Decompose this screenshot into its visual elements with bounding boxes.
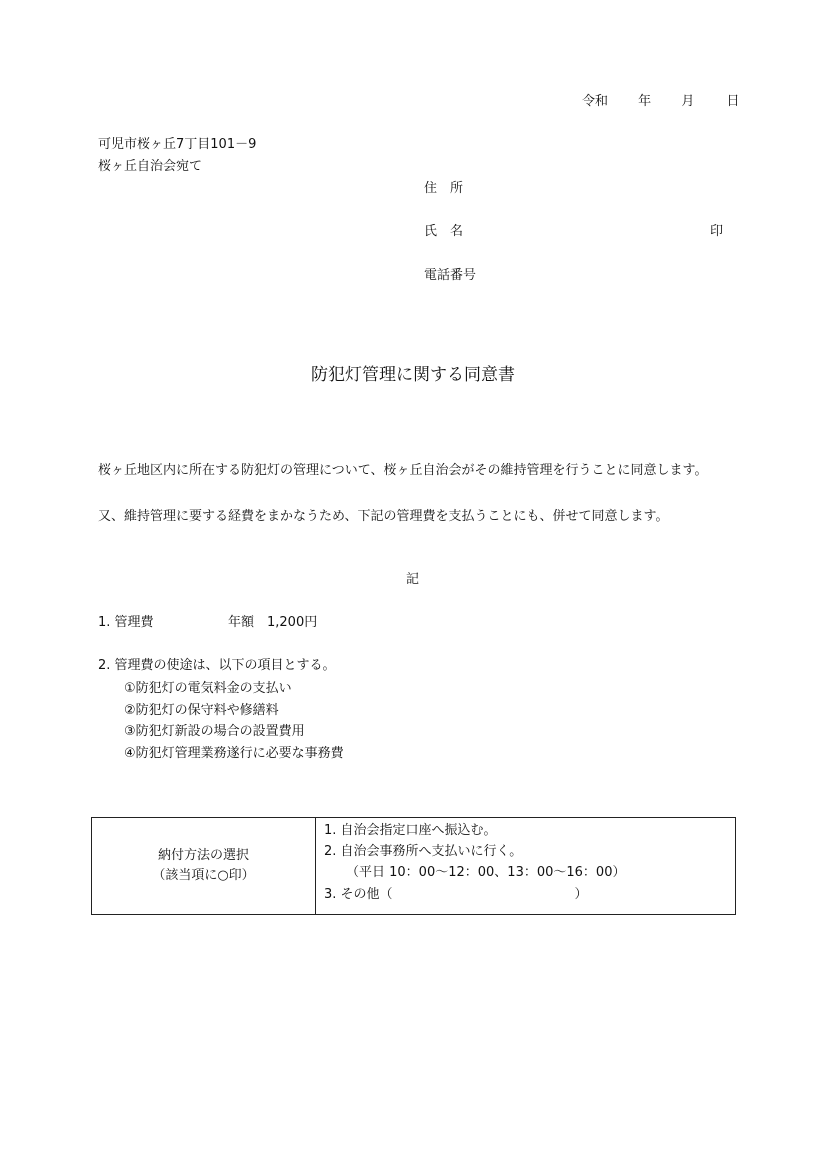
payment-options-cell [316, 818, 735, 914]
date-day: 日 [726, 94, 740, 109]
item2-subitem: ④防犯灯管理業務遂行に必要な事務費 [124, 746, 344, 761]
body-paragraph-1: 桜ヶ丘地区内に所在する防犯灯の管理について、桜ヶ丘自治会がその維持管理を行うことに同意します。 [98, 463, 708, 478]
date-year: 年 [638, 94, 652, 109]
date-month: 月 [681, 94, 695, 109]
payment-option-hours: （平日 10：00～12：00、13：00～16：00） [346, 865, 626, 880]
date-line [582, 95, 739, 108]
item1-label: 1. 管理費 [98, 615, 154, 630]
payment-method-header: 納付方法の選択 [157, 848, 249, 863]
item2-subitem: ①防犯灯の電気料金の支払い [124, 681, 292, 696]
document-title: 防犯灯管理に関する同意書 [311, 365, 515, 385]
payment-method-header-cell [92, 818, 316, 914]
payment-method-instruction: （該当項に○印） [152, 868, 255, 883]
item2-subitem: ③防犯灯新設の場合の設置費用 [124, 724, 305, 739]
date-era: 令和 [582, 94, 609, 109]
payment-option: 2. 自治会事務所へ支払いに行く。 [324, 844, 523, 859]
payment-method-table [91, 817, 736, 915]
body-paragraph-2: 又、維持管理に要する経費をまかなうため、下記の管理費を支払うことにも、併せて同意します。 [98, 509, 669, 524]
item2-subitem: ②防犯灯の保守料や修繕料 [124, 703, 279, 718]
applicant-address-label: 住 所 [424, 181, 464, 196]
ki-mark: 記 [406, 572, 420, 587]
seal-mark: 印 [710, 224, 724, 239]
item1-value: 年額 1,200円 [228, 615, 318, 630]
addressee-name: 桜ヶ丘自治会宛て [98, 159, 203, 174]
payment-option: 1. 自治会指定口座へ振込む。 [324, 823, 497, 838]
applicant-name-label: 氏 名 [424, 224, 464, 239]
item2-label: 2. 管理費の使途は、以下の項目とする。 [98, 658, 336, 673]
payment-option: 3. その他（ ） [324, 887, 588, 902]
applicant-phone-label: 電話番号 [424, 268, 477, 283]
addressee-address: 可児市桜ヶ丘7丁目101－9 [98, 137, 257, 152]
